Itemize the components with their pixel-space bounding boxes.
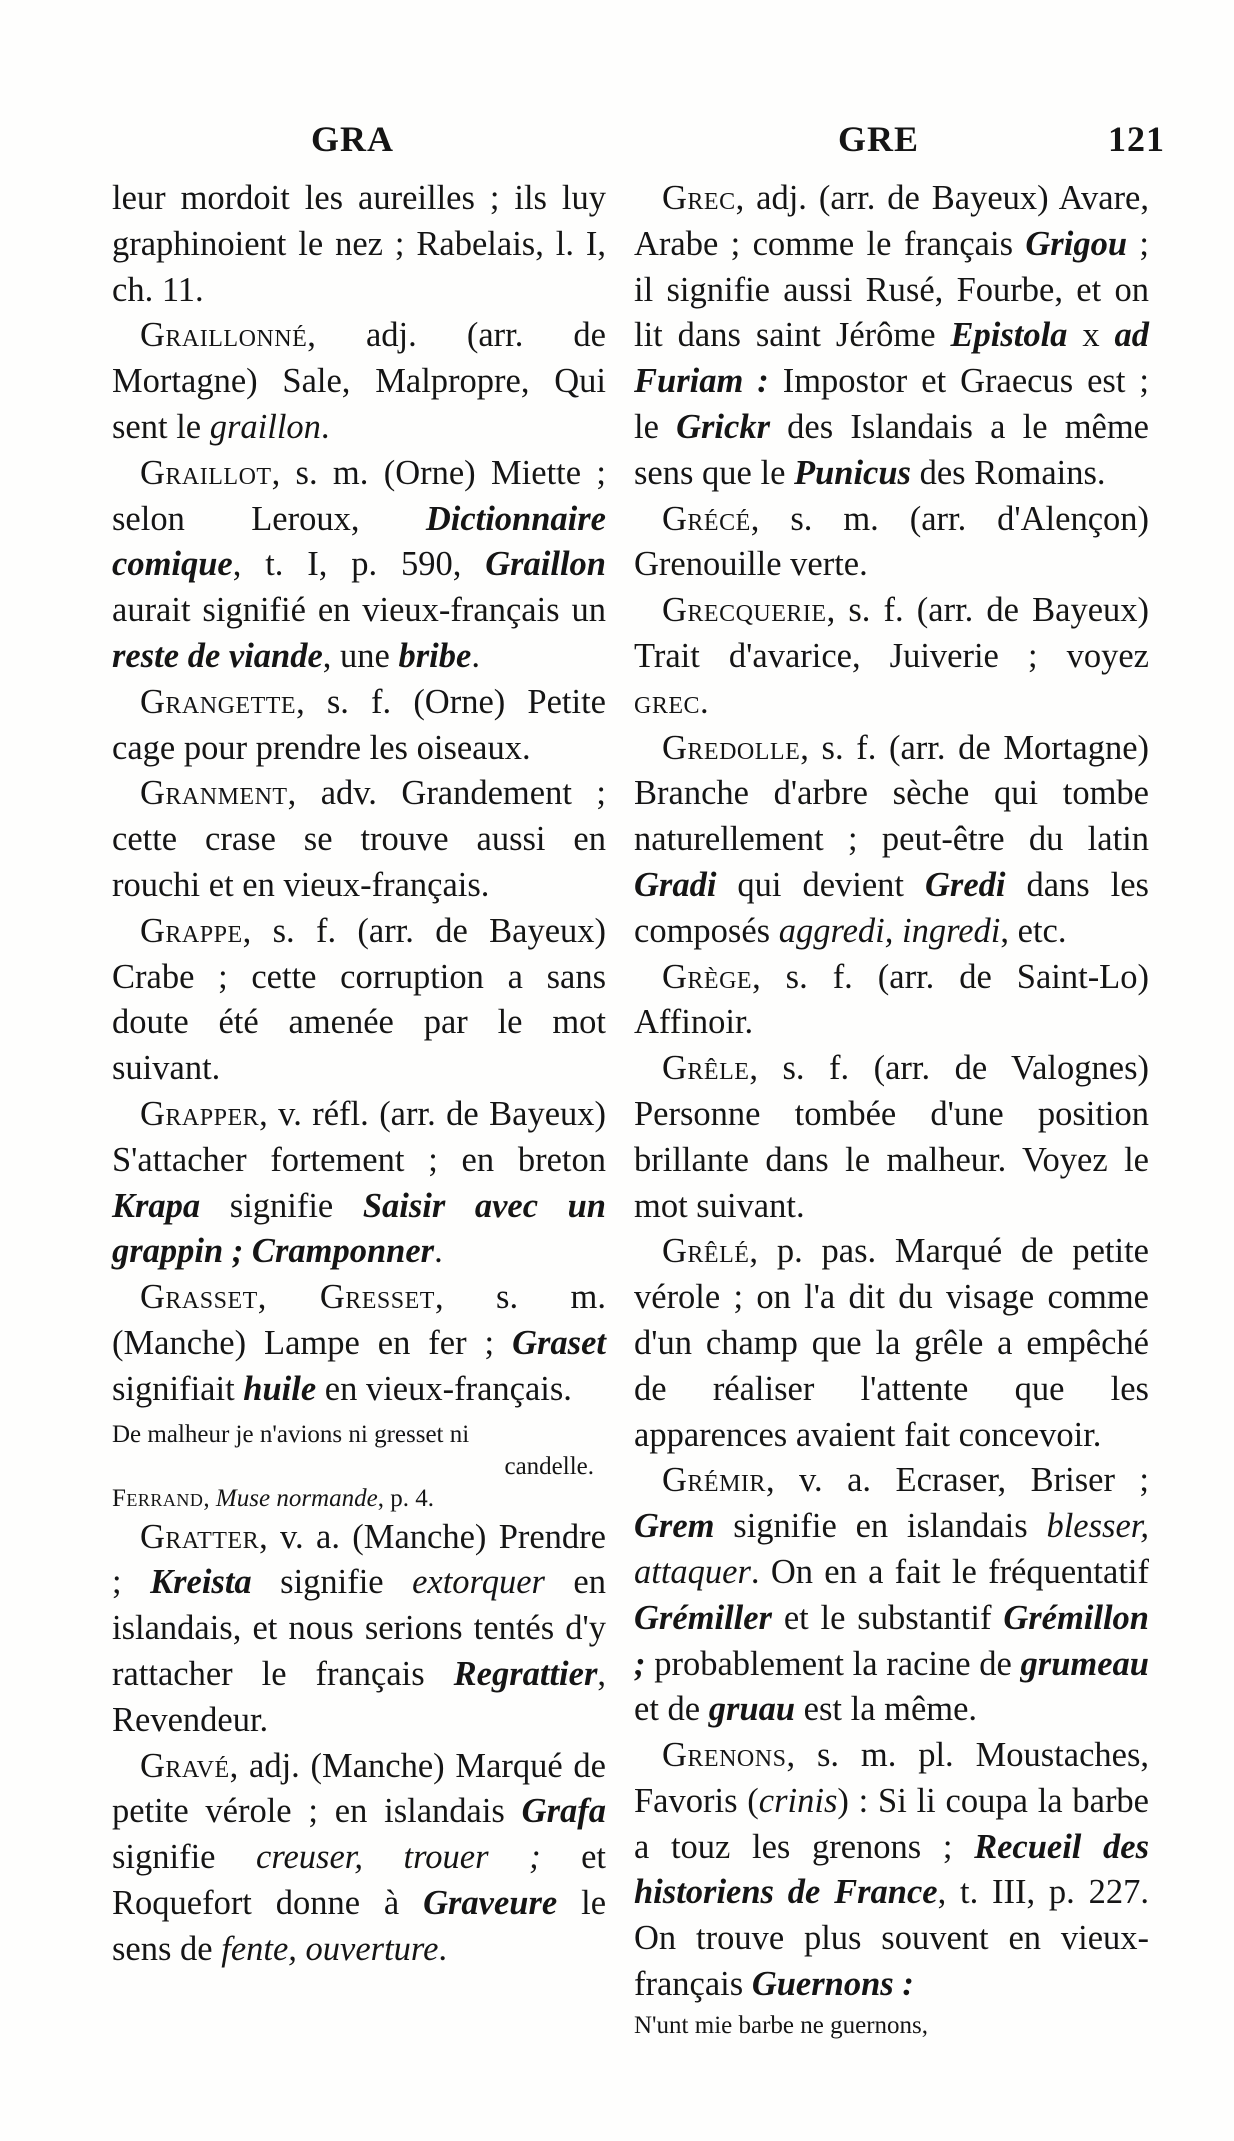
entry-grave: Gravé, adj. (Manche) Marqué de petite vérole ; en islandais Grafa signifie creuser, trouer ; et Roquefort donne à Graveure le sens de fente, ouverture. (112, 1746, 607, 1968)
entry-grappe: Grappe, s. f. (arr. de Bayeux) Crabe ; cette corruption a sans doute été amenée par le mot suivant. (112, 911, 606, 1088)
headword: Grappe (140, 911, 243, 950)
headword: Grecquerie (662, 591, 827, 630)
entry-grece: Grécé, s. m. (arr. d'Alençon) Grenouille verte. (634, 499, 1149, 584)
entry-grege: Grège, s. f. (arr. de Saint-Lo) Affinoir. (634, 957, 1149, 1042)
headword: Grangette (140, 682, 297, 721)
entry-graillonne: Graillonné, adj. (arr. de Mortagne) Sale, Malpropre, Qui sent le graillon. (112, 316, 606, 446)
headword: Grasset, Gresset (140, 1278, 435, 1317)
citation-source: Ferrand, Muse normande, p. 4. (112, 1484, 434, 1512)
running-head-left: GRA (311, 119, 394, 159)
entry-grangette: Grangette, s. f. (Orne) Petite cage pour prendre les oiseaux. (112, 682, 606, 767)
entry-grec: Grec, adj. (arr. de Bayeux) Avare, Arabe ; comme le français Grigou ; il signifie aussi Rusé, Fourbe, et on lit dans saint Jérôme Epistola x ad Furiam : Impostor et Graecus est ; le Grickr des Islandais a le même sens que le Punicus des Romains. (634, 179, 1150, 492)
headword: Grenons (662, 1736, 787, 1775)
headword: Grêlé (662, 1232, 750, 1271)
entry-grapper: Grapper, v. réfl. (arr. de Bayeux) S'attacher fortement ; en breton Krapa signifie Saisir avec un grappin ; Cramponner. (112, 1094, 606, 1271)
entry-gratter: Gratter, v. a. (Manche) Prendre ; Kreista signifie extorquer en islandais, et nous serions tentés d'y rattacher le français Regrattier, Revendeur. (112, 1517, 606, 1739)
headword: Grémir (662, 1461, 766, 1500)
entry-gredolle: Gredolle, s. f. (arr. de Mortagne) Branche d'arbre sèche qui tombe naturellement ; peut-être du latin Gradi qui devient Gredi dans les composés aggredi, ingredi, etc. (634, 728, 1149, 950)
headword: Grapper (140, 1094, 260, 1133)
citation-line: De malheur je n'avions ni gresset ni (112, 1420, 470, 1448)
entry-grele-pp: Grêlé, p. pas. Marqué de petite vérole ; on l'a dit du visage comme d'un champ que la grêle a empêché de réaliser l'attente que les apparences avaient fait concevoir. (634, 1232, 1149, 1454)
left-column (112, 176, 606, 1972)
headword: Granment (140, 774, 288, 813)
citation-line: N'unt mie barbe ne guernons, (634, 2011, 929, 2039)
entry-continuation: leur mordoit les aureilles ; ils luy graphinoient le nez ; Rabelais, l. I, ch. 11. (112, 179, 606, 309)
entry-grele: Grêle, s. f. (arr. de Valognes) Personne tombée d'une position brillante dans le malheur. Voyez le mot suivant. (634, 1049, 1149, 1225)
entry-graillot: Graillot, s. m. (Orne) Miette ; selon Leroux, Dictionnaire comique, t. I, p. 590, Graillon aurait signifié en vieux-français un reste de viande, une bribe. (112, 453, 606, 675)
entry-grecquerie: Grecquerie, s. f. (arr. de Bayeux) Trait d'avarice, Juiverie ; voyez grec. (634, 591, 1149, 721)
headword: Gredolle (662, 728, 801, 767)
headword: Grêle (662, 1049, 750, 1088)
entry-granment: Granment, adv. Grandement ; cette crase se trouve aussi en rouchi et en vieux-français. (112, 774, 606, 904)
headword: Graillot (140, 453, 272, 492)
right-column (634, 176, 1149, 2042)
running-head-center: GRE (838, 119, 920, 159)
headword: Graillonné (140, 316, 308, 355)
page-number: 121 (1108, 119, 1165, 159)
headword: Grécé (662, 499, 751, 538)
entry-gremir: Grémir, v. a. Ecraser, Briser ; Grem signifie en islandais blesser, attaquer. On en a fait le fréquentatif Grémiller et le substantif Grémillon ; probablement la racine de grumeau et de gruau est la même. (634, 1461, 1149, 1729)
citation-block (112, 1419, 606, 1515)
headword: Grège (662, 957, 753, 996)
entry-grenons: Grenons, s. m. pl. Moustaches, Favoris (crinis) : Si li coupa la barbe a touz les grenons ; Recueil des historiens de France, t. III, p. 227. On trouve plus souvent en vieux-français Guernons : (634, 1736, 1149, 2004)
entry-grasset: Grasset, Gresset, s. m. (Manche) Lampe en fer ; Graset signifiait huile en vieux-français. (112, 1278, 606, 1408)
headword: Gratter (140, 1517, 260, 1556)
headword: Gravé (140, 1746, 230, 1785)
headword: Grec (662, 179, 736, 217)
citation-line: candelle. (504, 1452, 594, 1480)
